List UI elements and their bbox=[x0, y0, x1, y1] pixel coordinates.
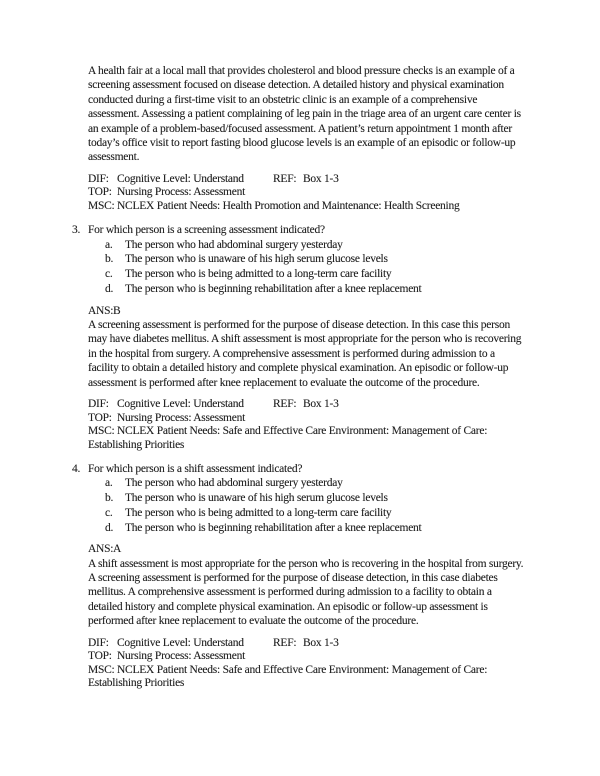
option-text: The person who is being admitted to a long-term care facility bbox=[125, 506, 392, 519]
question-3-rationale: A screening assessment is performed for the purpose of disease detection. In this case this person may have diabetes mellitus. A shift assessment is most appropriate for the person who is recovering in the hospital from surgery. A comprehensive assessment is performed during admission to a facility to obtain a detailed history and complete physical examination. An episodic or follow-up assessment is performed after knee replacement to evaluate the outcome of the procedure. bbox=[88, 318, 522, 389]
top-value: Nursing Process: Assessment bbox=[117, 186, 246, 199]
intro-meta-row-dif-ref bbox=[88, 173, 525, 187]
dif-value: Cognitive Level: Understand bbox=[117, 636, 244, 649]
msc-label: MSC: bbox=[88, 425, 115, 437]
question-3-stem-row bbox=[72, 223, 525, 237]
option-letter: c. bbox=[105, 506, 113, 519]
dif-value: Cognitive Level: Understand bbox=[117, 172, 244, 185]
ref-label: REF: bbox=[273, 398, 297, 410]
option-text: The person who is beginning rehabilitation after a knee replacement bbox=[125, 521, 422, 534]
option-row bbox=[105, 282, 525, 297]
option-letter: a. bbox=[105, 477, 113, 490]
question-4-stem: For which person is a shift assessment indicated? bbox=[88, 463, 303, 475]
answer-value: A bbox=[113, 543, 122, 556]
option-text: The person who had abdominal surgery yesterday bbox=[125, 477, 343, 490]
ref-label: REF: bbox=[273, 172, 297, 185]
option-text: The person who had abdominal surgery yesterday bbox=[125, 238, 343, 251]
question-4-options bbox=[105, 476, 525, 535]
dif-label: DIF: bbox=[88, 636, 109, 649]
option-text: The person who is unaware of his high serum glucose levels bbox=[125, 492, 388, 505]
ref-value: Box 1-3 bbox=[303, 172, 339, 185]
meta-row-dif-ref bbox=[88, 637, 525, 651]
ref-value: Box 1-3 bbox=[303, 398, 339, 410]
option-text: The person who is unaware of his high serum glucose levels bbox=[125, 253, 388, 266]
option-row bbox=[105, 267, 525, 282]
meta-row-top bbox=[88, 412, 525, 426]
option-row bbox=[105, 521, 525, 536]
ref-label: REF: bbox=[273, 636, 297, 649]
option-text: The person who is being admitted to a long-term care facility bbox=[125, 268, 392, 281]
option-row bbox=[105, 238, 525, 253]
top-label: TOP: bbox=[88, 186, 112, 199]
dif-value: Cognitive Level: Understand bbox=[117, 398, 244, 410]
question-4-rationale: A shift assessment is most appropriate for the person who is recovering in the hospital from surgery. A screening assessment is performed for the purpose of disease detection, in this case diabetes mellitus. A comprehensive assessment is performed during admission to a facility to obtain a detailed history and complete physical examination. An episodic or follow-up assessment is performed after knee replacement to evaluate the outcome of the procedure. bbox=[88, 557, 524, 628]
top-label: TOP: bbox=[88, 650, 112, 663]
option-row bbox=[105, 506, 525, 521]
question-4-stem-row bbox=[72, 462, 525, 476]
option-row bbox=[105, 491, 525, 506]
dif-label: DIF: bbox=[88, 172, 109, 185]
option-row bbox=[105, 252, 525, 267]
msc-value: NCLEX Patient Needs: Safe and Effective Care Environment: Management of Care: Establishing Priorities bbox=[88, 663, 488, 690]
option-letter: b. bbox=[105, 492, 114, 505]
option-letter: a. bbox=[105, 238, 113, 251]
question-3-stem: For which person is a screening assessment indicated? bbox=[88, 224, 325, 237]
question-4-number: 4. bbox=[72, 463, 81, 475]
option-row bbox=[105, 476, 525, 491]
intro-meta-block bbox=[88, 173, 525, 214]
dif-label: DIF: bbox=[88, 398, 109, 410]
option-text: The person who is beginning rehabilitation after a knee replacement bbox=[125, 282, 422, 295]
question-4-answer-row bbox=[88, 542, 525, 556]
option-letter: d. bbox=[105, 282, 114, 295]
option-letter: c. bbox=[105, 268, 113, 281]
question-4-meta-block bbox=[88, 637, 525, 691]
option-letter: d. bbox=[105, 521, 114, 534]
question-3-answer-row bbox=[88, 304, 525, 318]
intro-rationale-text: A health fair at a local mall that provides cholesterol and blood pressure checks is an example of a screening assessment focused on disease detection. A detailed history and physical examination conducted during a first-time visit to an obstetric clinic is an example of a comprehensive assessment. Assessing a patient complaining of leg pain in the triage area of an urgent care center is an example of a problem-based/focused assessment. A patient’s return appointment 1 month after today’s office visit to report fasting blood glucose levels is an example of an episodic or follow-up assessment. bbox=[88, 65, 521, 164]
answer-value: B bbox=[113, 304, 121, 317]
answer-label: ANS: bbox=[88, 304, 114, 317]
question-3-meta-block bbox=[88, 398, 525, 452]
meta-row-msc bbox=[88, 425, 525, 452]
option-letter: b. bbox=[105, 253, 114, 266]
question-3-options bbox=[105, 238, 525, 297]
answer-label: ANS: bbox=[88, 543, 114, 556]
msc-label: MSC: bbox=[88, 663, 115, 676]
question-3-section bbox=[72, 223, 525, 452]
top-label: TOP: bbox=[88, 411, 112, 424]
intro-rationale-section bbox=[88, 64, 525, 213]
intro-meta-row-msc bbox=[88, 200, 525, 214]
top-value: Nursing Process: Assessment bbox=[117, 650, 246, 663]
meta-row-dif-ref bbox=[88, 398, 525, 412]
msc-value: NCLEX Patient Needs: Health Promotion and Maintenance: Health Screening bbox=[117, 199, 460, 212]
msc-value: NCLEX Patient Needs: Safe and Effective Care Environment: Management of Care: Establishing Priorities bbox=[88, 425, 488, 451]
top-value: Nursing Process: Assessment bbox=[117, 411, 246, 424]
question-3-number: 3. bbox=[72, 224, 81, 237]
intro-meta-row-top bbox=[88, 186, 525, 200]
meta-row-msc bbox=[88, 664, 525, 691]
ref-value: Box 1-3 bbox=[303, 636, 339, 649]
msc-label: MSC: bbox=[88, 199, 115, 212]
question-4-section bbox=[72, 462, 525, 691]
meta-row-top bbox=[88, 650, 525, 664]
